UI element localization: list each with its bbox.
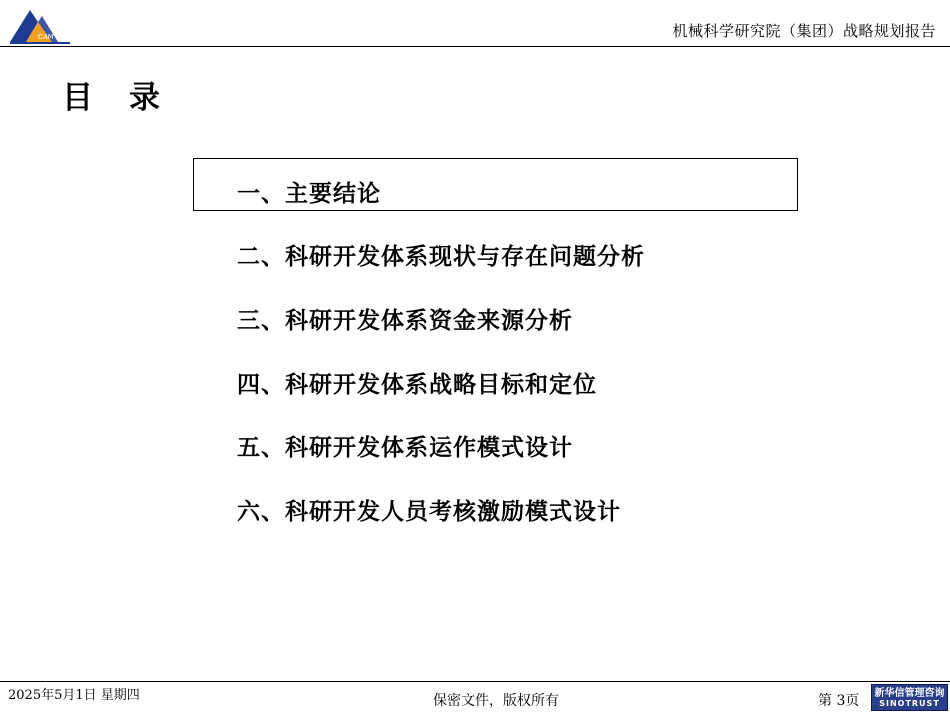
company-logo-icon xyxy=(8,6,72,46)
toc-item-operating-model[interactable]: 五、科研开发体系运作模式设计 xyxy=(237,435,573,461)
page-title: 目录 xyxy=(62,80,196,116)
header-divider xyxy=(0,46,950,47)
brand-name-cn: 新华信管理咨询 xyxy=(874,687,945,699)
footer-page-number: 第 3页 xyxy=(818,693,860,709)
footer-confidential: 保密文件，版权所有 xyxy=(433,693,559,709)
footer-date: 2025年5月1日 星期四 xyxy=(8,688,140,703)
toc-item-incentive-model[interactable]: 六、科研开发人员考核激励模式设计 xyxy=(237,499,621,525)
toc-item-funding-sources[interactable]: 三、科研开发体系资金来源分析 xyxy=(237,308,573,334)
brand-badge xyxy=(871,684,948,711)
brand-name-en: SINOTRUST xyxy=(879,698,940,708)
logo-text: CAM xyxy=(38,33,54,41)
report-title: 机械科学研究院（集团）战略规划报告 xyxy=(672,22,936,40)
toc-item-conclusions[interactable]: 一、主要结论 xyxy=(237,181,381,207)
toc-item-strategic-goals[interactable]: 四、科研开发体系战略目标和定位 xyxy=(237,372,597,398)
footer-divider xyxy=(0,681,950,682)
toc-item-current-status[interactable]: 二、科研开发体系现状与存在问题分析 xyxy=(237,244,645,270)
